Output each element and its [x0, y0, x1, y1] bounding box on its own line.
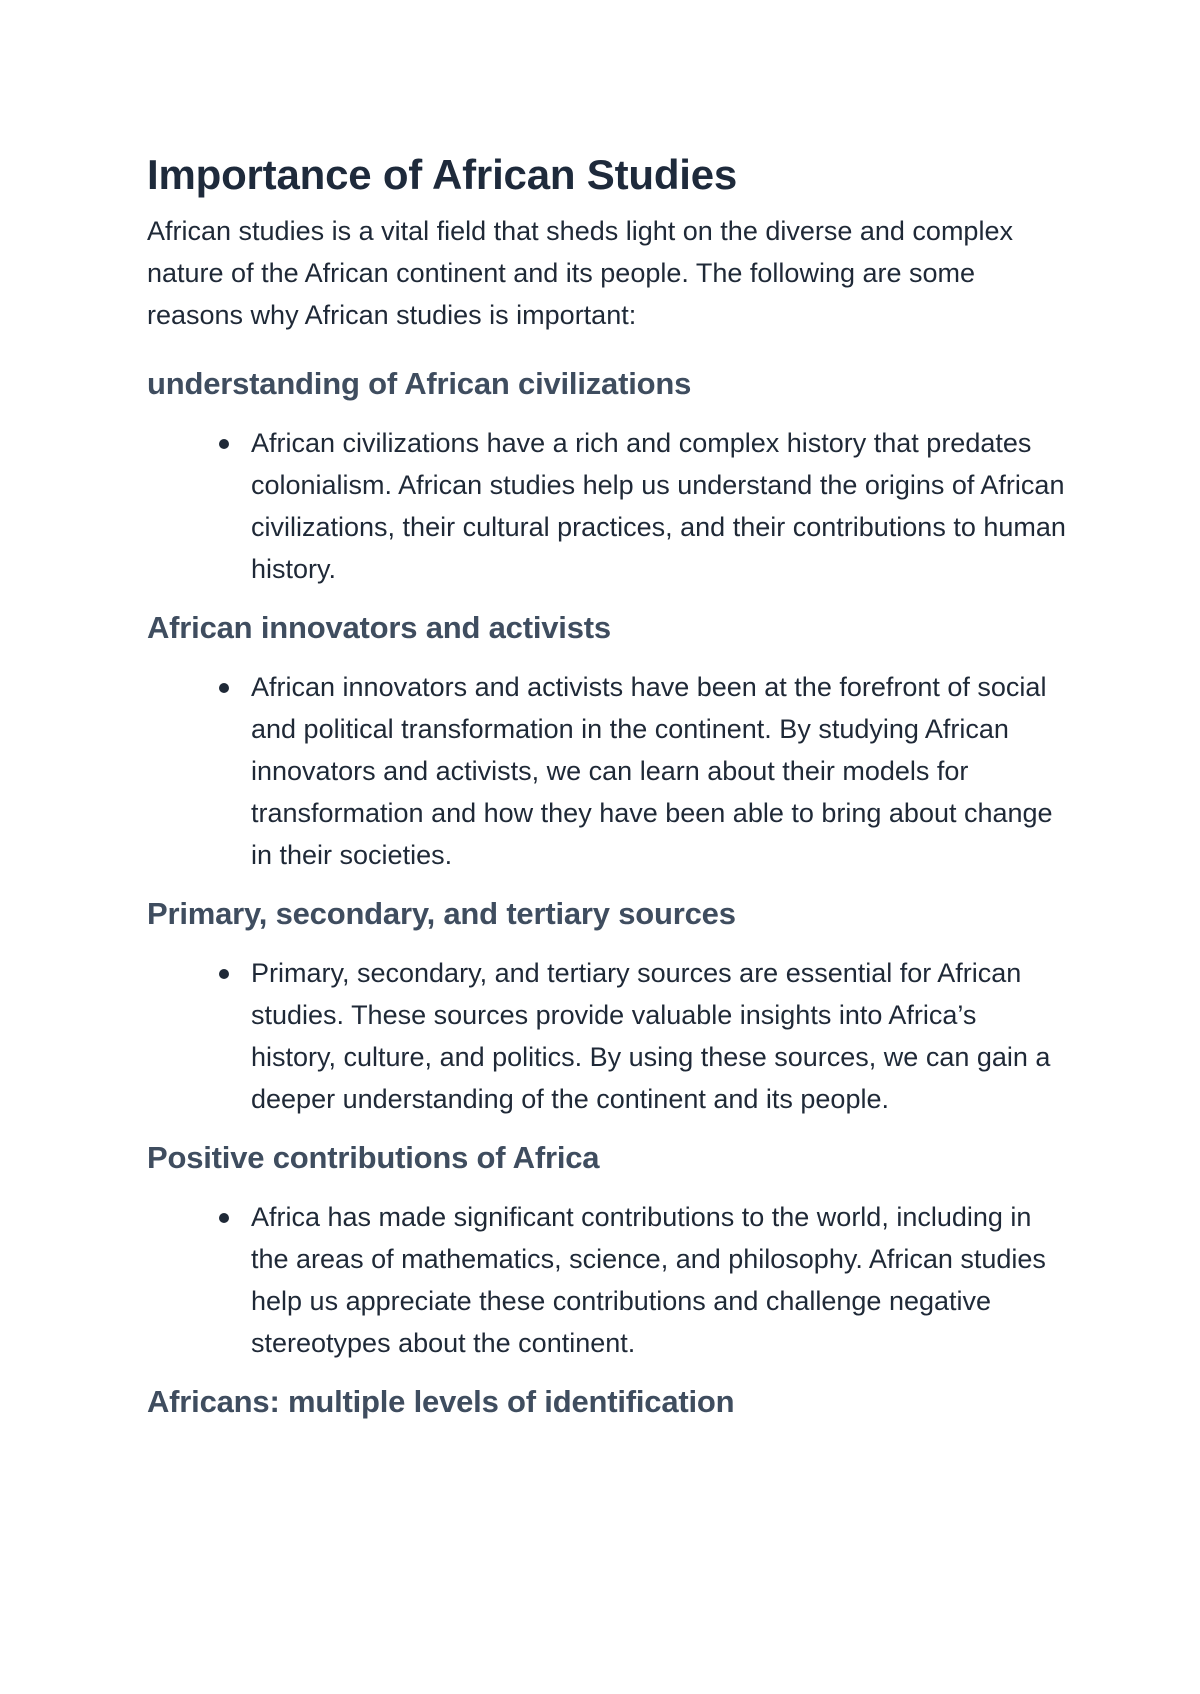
list-item	[215, 666, 1067, 876]
bullet-icon	[219, 1213, 229, 1223]
bullet-list	[147, 666, 1067, 876]
section-heading: understanding of African civilizations	[147, 366, 692, 401]
section-heading: Africans: multiple levels of identification	[147, 1384, 735, 1419]
sections-list	[147, 364, 1067, 1422]
list-item	[215, 422, 1067, 590]
section-sources	[147, 894, 1067, 1120]
bullet-icon	[219, 439, 229, 449]
document-content	[147, 150, 1067, 1422]
list-item	[215, 952, 1067, 1120]
bullet-text: African civilizations have a rich and complex history that predates colonialism. African studies help us understand the origins of African civilizations, their cultural practices, and their contributions to human history.	[251, 428, 1066, 584]
bullet-list	[147, 952, 1067, 1120]
bullet-text: African innovators and activists have been at the forefront of social and political transformation in the continent. By studying African innovators and activists, we can learn about their models for transformation and how they have been able to bring about change in their societies.	[251, 672, 1053, 870]
bullet-text: Africa has made significant contributions to the world, including in the areas of mathematics, science, and philosophy. African studies help us appreciate these contributions and challenge negative stereotypes about the continent.	[251, 1202, 1046, 1358]
list-item	[215, 1196, 1067, 1364]
bullet-list	[147, 1196, 1067, 1364]
intro-paragraph: African studies is a vital field that sheds light on the diverse and complex nature of the African continent and its people. The following are some reasons why African studies is important:	[147, 216, 1013, 330]
bullet-list	[147, 422, 1067, 590]
section-positive-contributions	[147, 1138, 1067, 1364]
bullet-icon	[219, 969, 229, 979]
bullet-icon	[219, 683, 229, 693]
bullet-text: Primary, secondary, and tertiary sources are essential for African studies. These sources provide valuable insights into Africa’s history, culture, and politics. By using these sources, we can gain a deeper understanding of the continent and its people.	[251, 958, 1051, 1114]
section-african-civilizations	[147, 364, 1067, 590]
section-identification	[147, 1382, 1067, 1422]
section-heading: African innovators and activists	[147, 610, 611, 645]
section-innovators-activists	[147, 608, 1067, 876]
section-heading: Positive contributions of Africa	[147, 1140, 600, 1175]
section-heading: Primary, secondary, and tertiary sources	[147, 896, 736, 931]
document-title: Importance of African Studies	[147, 151, 738, 198]
